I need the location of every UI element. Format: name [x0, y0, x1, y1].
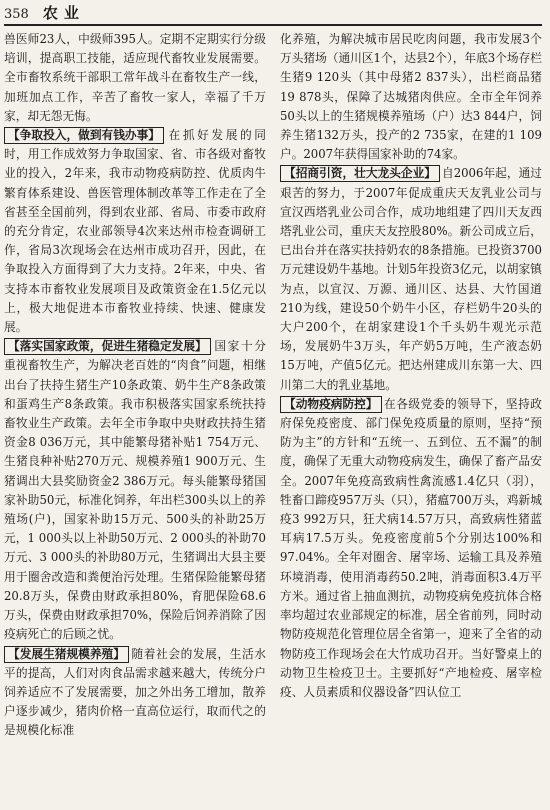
left-column: [4, 30, 266, 806]
paragraph-text: 兽医师23人，中级师395人。定期不定期实行分级培训，提高职工技能，适应现代畜牧业发展需要。全市畜牧系统干部职工常年战斗在畜牧生产一线，加班加点工作，辛苦了畜牧一家人，幸福了千万家，却无怨无悔。: [4, 32, 266, 123]
paragraph-text: 在抓好发展的同时，用工作成效努力争取国家、省、市各级对畜牧业的投入，2年来，我市动物疫病防控、优质肉牛繁育体系建设、兽医管理体制改革等工作走在了全省甚至全国前列，得到农业部、省局、市委市政府的充分肯定，农业部领导4次来达州市检查调研工作，省局3次现场会在达州市成功召开，因此，在争取投入方面得到了大力支持。2年来，中央、省支持本市畜牧业发展项目及政策资金在1.5亿元以上，极大地促进本市畜牧业持续、快速、健康发展。: [4, 128, 266, 335]
paragraph-text: 化养殖，为解决城市居民吃肉问题，我市发展3个万头猪场（通川区1个，达县2个），年底3个场存栏生猪9 120头（其中母猪2 837头），出栏商品猪19 878头，保障了达城猪肉供应。全市全年饲养50头以上的生猪规模养殖场（户）达3 844户，饲养生猪132万头，投产的2 735家，在建的1 109户。2007年获得国家补助的74家。: [280, 32, 542, 162]
paragraph-text: 自2006年起，通过艰苦的努力，于2007年促成重庆天友乳业公司与宣汉西塔乳业公司合作，成功地组建了四川天友西塔乳业公司，重庆天友控股80%。新公司成立后，已出台并在落实扶持奶农的8条措施。已投资3700万元建设奶牛基地。计划5年投资3亿元，以胡家镇为点，以宣汉、万源、通川区、达县、大竹国道210为线，建设50个奶牛小区，存栏奶牛20头的大户200个，在胡家建设1个千头奶牛观光示范场，发展奶牛3万头，年产奶5万吨，生产液态奶15万吨，产值5亿元。把达州建成川东第一大、四川第二大的乳业基地。: [280, 166, 542, 392]
paragraph-text: 国家十分重视畜牧生产，为解决老百姓的“肉食”问题，相继出台了扶持生猪生产10条政策、奶牛生产8条政策和蛋鸡生产8条政策。我市积极落实国家系统扶持畜牧业生产政策。去年全市争取中央财政扶持生猪资金8 036万元，其中能繁母猪补贴1 754万元、生猪良种补贴270万元、规模养殖1 900万元、生猪调出大县奖励资金2 386万元。每头能繁母猪国家补助50元，标准化饲养，年出栏300头以上的养殖场(户)，国家补助15万元、500头的补助25万元，1 000头以上补助50万元、2 000头的补助70万元、3 000头的补助80万元，生猪调出大县主要用于圈舍改造和粪便治污处理。生猪保险能繁母猪20.8万头，保费由财政承担80%，育肥保险68.6万头，保费由财政承担70%，保险后饲养消除了因疫病死亡的后顾之忧。: [4, 339, 266, 642]
paragraph-heading: 【招商引资，壮大龙头企业】: [280, 165, 440, 182]
paragraph: [280, 30, 542, 164]
paragraph: [4, 126, 266, 337]
paragraph-heading: 【动物疫病防控】: [280, 396, 382, 413]
section-title: 农业: [42, 4, 85, 22]
paragraph: [280, 164, 542, 394]
paragraph: [4, 337, 266, 644]
page-number: 358: [4, 7, 29, 22]
paragraph-text: 在各级党委的领导下，坚持政府保免疫密度、部门保免疫质量的原则，坚持“预防为主”的方针和“五统一、五到位、五不漏”的制度，确保了无重大动物疫病发生，确保了畜产品安全。2007年免疫高致病性禽流感1.4亿只（羽），牲畜口蹄疫957万头（只），猪瘟700万头，鸡新城疫3 992万只，狂犬病14.57万只，高致病性猪蓝耳病17.5万头。免疫密度前5个分别达100%和97.04%。全年对圈舍、屠宰场、运输工具及养殖环境消毒，使用消毒药50.2吨，消毒面积3.4万平方米。通过省上抽血测抗，动物疫病免疫抗体合格率均超过农业部规定的标准，居全省前列，同时动物防疫规范化管理位居全省第一，迎来了全省的动物防疫工作现场会在大竹成功召开。当好警桌上的动物卫生检疫卫士。主要抓好“产地检疫、屠宰检疫、人员素质和仪器设备”四认位工: [280, 396, 542, 699]
paragraph: [4, 30, 266, 126]
right-column: [280, 30, 542, 806]
paragraph: [280, 395, 542, 702]
text-columns: [4, 30, 542, 806]
paragraph-text: 随着社会的发展，生活水平的提高，人们对肉食品需求越来越大，传统分户饲养适应不了发展需要，加之外出务工增加，散养户逐步减少，猪肉价格一直高位运行，取而代之的是规模化标准: [4, 646, 266, 738]
paragraph-heading: 【落实国家政策，促进生猪稳定发展】: [4, 338, 211, 355]
paragraph: [4, 645, 266, 741]
paragraph-heading: 【争取投入，做到有钱办事】: [4, 127, 164, 144]
paragraph-heading: 【发展生猪规模养殖】: [4, 646, 129, 663]
page-header: [4, 2, 542, 26]
